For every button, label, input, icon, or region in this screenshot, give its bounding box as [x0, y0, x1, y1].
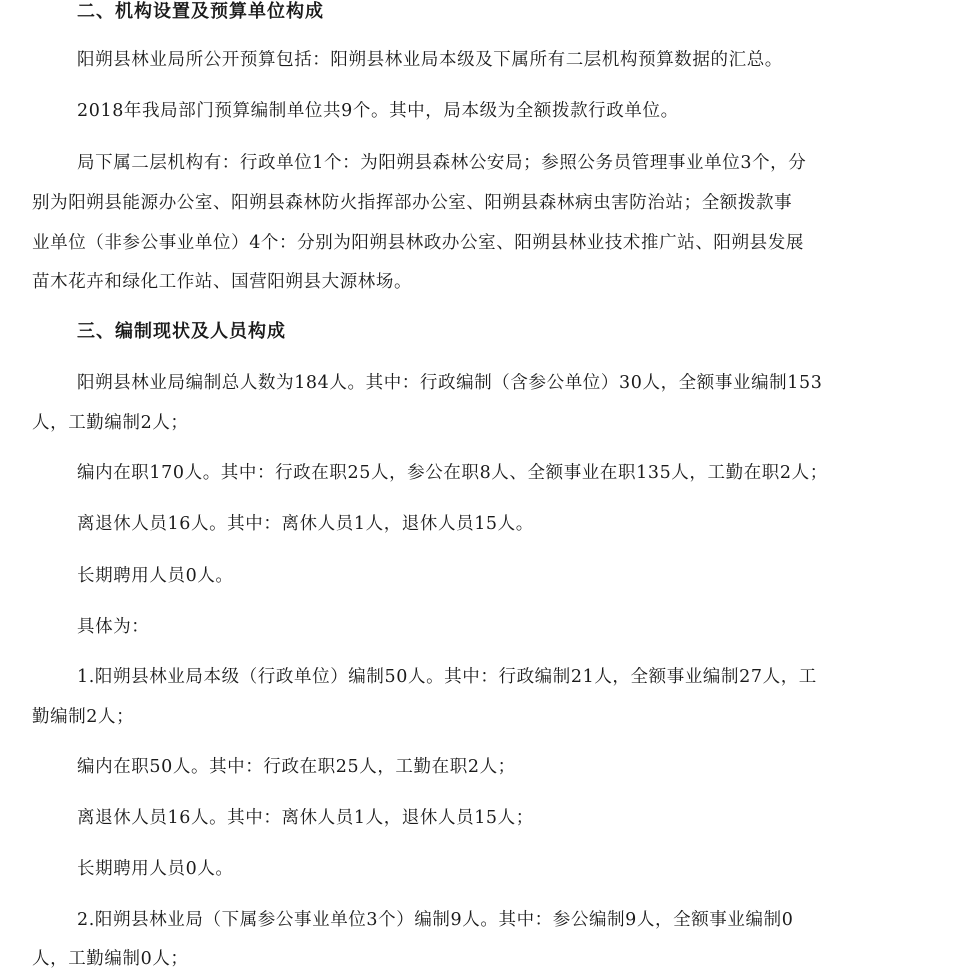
- paragraph-staffing-total-line: 人，工勤编制2人；: [32, 413, 189, 433]
- paragraph-details-intro: 具体为：: [77, 617, 150, 637]
- paragraph-long-term-hired: 长期聘用人员0人。: [77, 566, 234, 586]
- paragraph-budget-units: 2018年我局部门预算编制单位共9个。其中，局本级为全额拨款行政单位。: [77, 101, 679, 121]
- paragraph-budget-scope: 阳朔县林业局所公开预算包括：阳朔县林业局本级及下属所有二层机构预算数据的汇总。: [77, 50, 783, 70]
- paragraph-staffing-total-line: 阳朔县林业局编制总人数为184人。其中：行政编制（含参公单位）30人，全额事业编制153: [77, 373, 823, 393]
- item-1-line: 勤编制2人；: [32, 707, 135, 727]
- paragraph-subordinate-line: 别为阳朔县能源办公室、阳朔县森林防火指挥部办公室、阳朔县森林病虫害防治站；全额拨款事: [32, 193, 793, 213]
- item-1-line: 1.阳朔县林业局本级（行政单位）编制50人。其中：行政编制21人，全额事业编制27人，工: [77, 667, 817, 687]
- item-1-retired: 离退休人员16人。其中：离休人员1人，退休人员15人；: [77, 808, 534, 828]
- item-1-in-service: 编内在职50人。其中：行政在职25人，工勤在职2人；: [77, 757, 516, 777]
- paragraph-subordinate-line: 业单位（非参公事业单位）4个：分别为阳朔县林政办公室、阳朔县林业技术推广站、阳朔县发展: [32, 233, 804, 253]
- paragraph-retired: 离退休人员16人。其中：离休人员1人，退休人员15人。: [77, 514, 534, 534]
- paragraph-in-service: 编内在职170人。其中：行政在职25人，参公在职8人、全额事业在职135人，工勤在职2人；: [77, 463, 828, 483]
- section-heading-2: 二、机构设置及预算单位构成: [77, 1, 324, 22]
- item-1-long-term-hired: 长期聘用人员0人。: [77, 859, 234, 879]
- paragraph-subordinate-line: 苗木花卉和绿化工作站、国营阳朔县大源林场。: [32, 272, 413, 292]
- item-2-line: 2.阳朔县林业局（下属参公事业单位3个）编制9人。其中：参公编制9人，全额事业编制0: [77, 910, 794, 930]
- section-heading-3: 三、编制现状及人员构成: [77, 321, 286, 342]
- item-2-line: 人，工勤编制0人；: [32, 949, 189, 969]
- paragraph-subordinate-line: 局下属二层机构有：行政单位1个：为阳朔县森林公安局；参照公务员管理事业单位3个，分: [77, 153, 807, 173]
